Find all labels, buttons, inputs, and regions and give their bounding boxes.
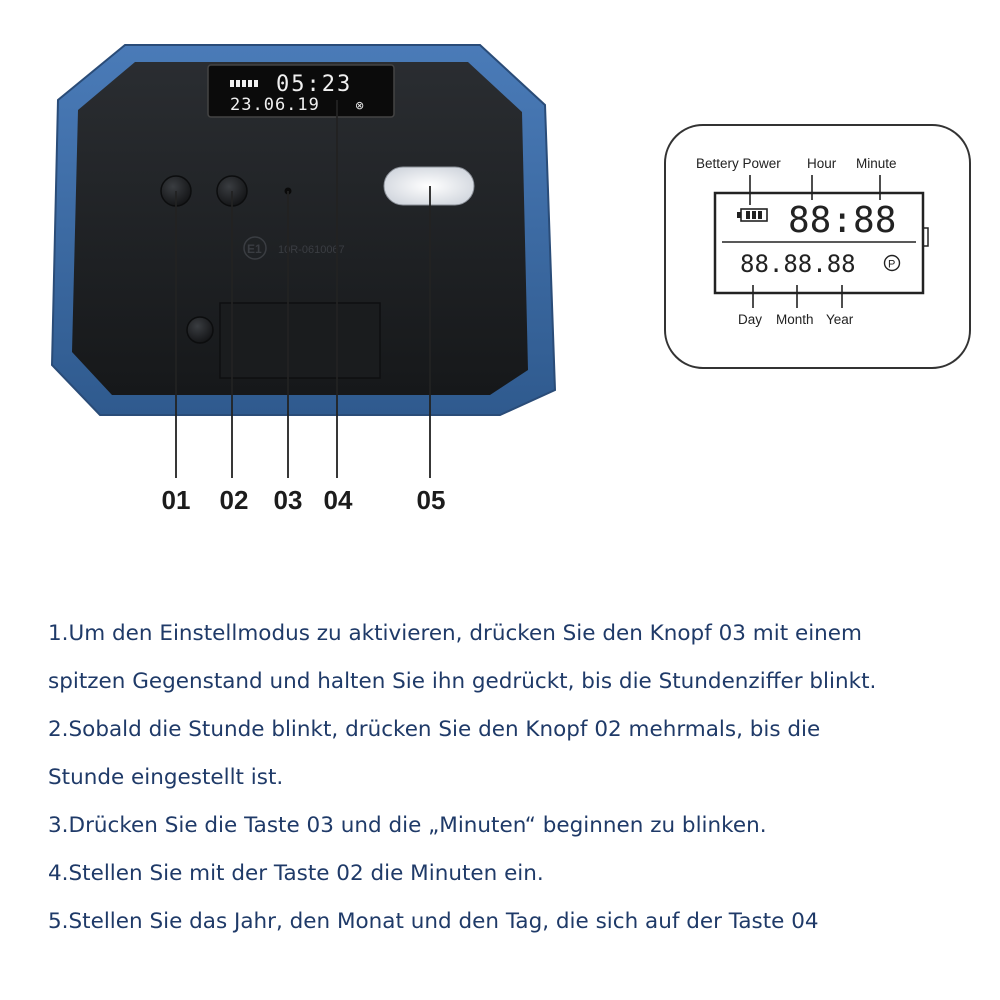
- label-battery-power: Bettery Power: [696, 156, 781, 171]
- instruction-line: spitzen Gegenstand und halten Sie ihn gedrückt, bis die Stundenziffer blinkt.: [48, 669, 877, 694]
- display-date: 23.06.19: [230, 95, 320, 115]
- callout-label-01: 01: [161, 485, 191, 515]
- callout-label-04: 04: [323, 485, 353, 515]
- callout-label-03: 03: [273, 485, 303, 515]
- label-hour: Hour: [807, 156, 837, 171]
- e1-mark-logo: E1: [247, 242, 262, 256]
- lcd-time-digits: 88:88: [788, 200, 897, 241]
- light-sensor-window: [384, 167, 474, 205]
- display-time: 05:23: [276, 72, 353, 97]
- lcd-diagram: [660, 120, 980, 375]
- display-mode-icon: ⊗: [355, 99, 365, 112]
- label-year: Year: [826, 312, 854, 327]
- instruction-line: 3.Drücken Sie die Taste 03 und die „Minuten“ beginnen zu blinken.: [48, 813, 767, 838]
- lcd-date-digits: 88.88.88: [740, 250, 856, 278]
- label-month: Month: [776, 312, 814, 327]
- callout-label-02: 02: [219, 485, 249, 515]
- e1-mark-code: 10R-0610067: [278, 244, 345, 256]
- instruction-line: 4.Stellen Sie mit der Taste 02 die Minuten ein.: [48, 861, 544, 886]
- instruction-line: 5.Stellen Sie das Jahr, den Monat und den Tag, die sich auf der Taste 04: [48, 909, 819, 934]
- label-minute: Minute: [856, 156, 897, 171]
- instruction-line: Stunde eingestellt ist.: [48, 765, 284, 790]
- instruction-line: 2.Sobald die Stunde blinkt, drücken Sie den Knopf 02 mehrmals, bis die: [48, 717, 821, 742]
- device-illustration: [0, 0, 640, 540]
- lcd-p-symbol: P: [888, 258, 896, 271]
- instruction-line: 1.Um den Einstellmodus zu aktivieren, drücken Sie den Knopf 03 mit einem: [48, 621, 862, 646]
- callout-label-05: 05: [416, 485, 446, 515]
- instructions-text: [48, 610, 988, 946]
- battery-compartment: [220, 303, 380, 378]
- side-button[interactable]: [187, 317, 213, 343]
- label-day: Day: [738, 312, 763, 327]
